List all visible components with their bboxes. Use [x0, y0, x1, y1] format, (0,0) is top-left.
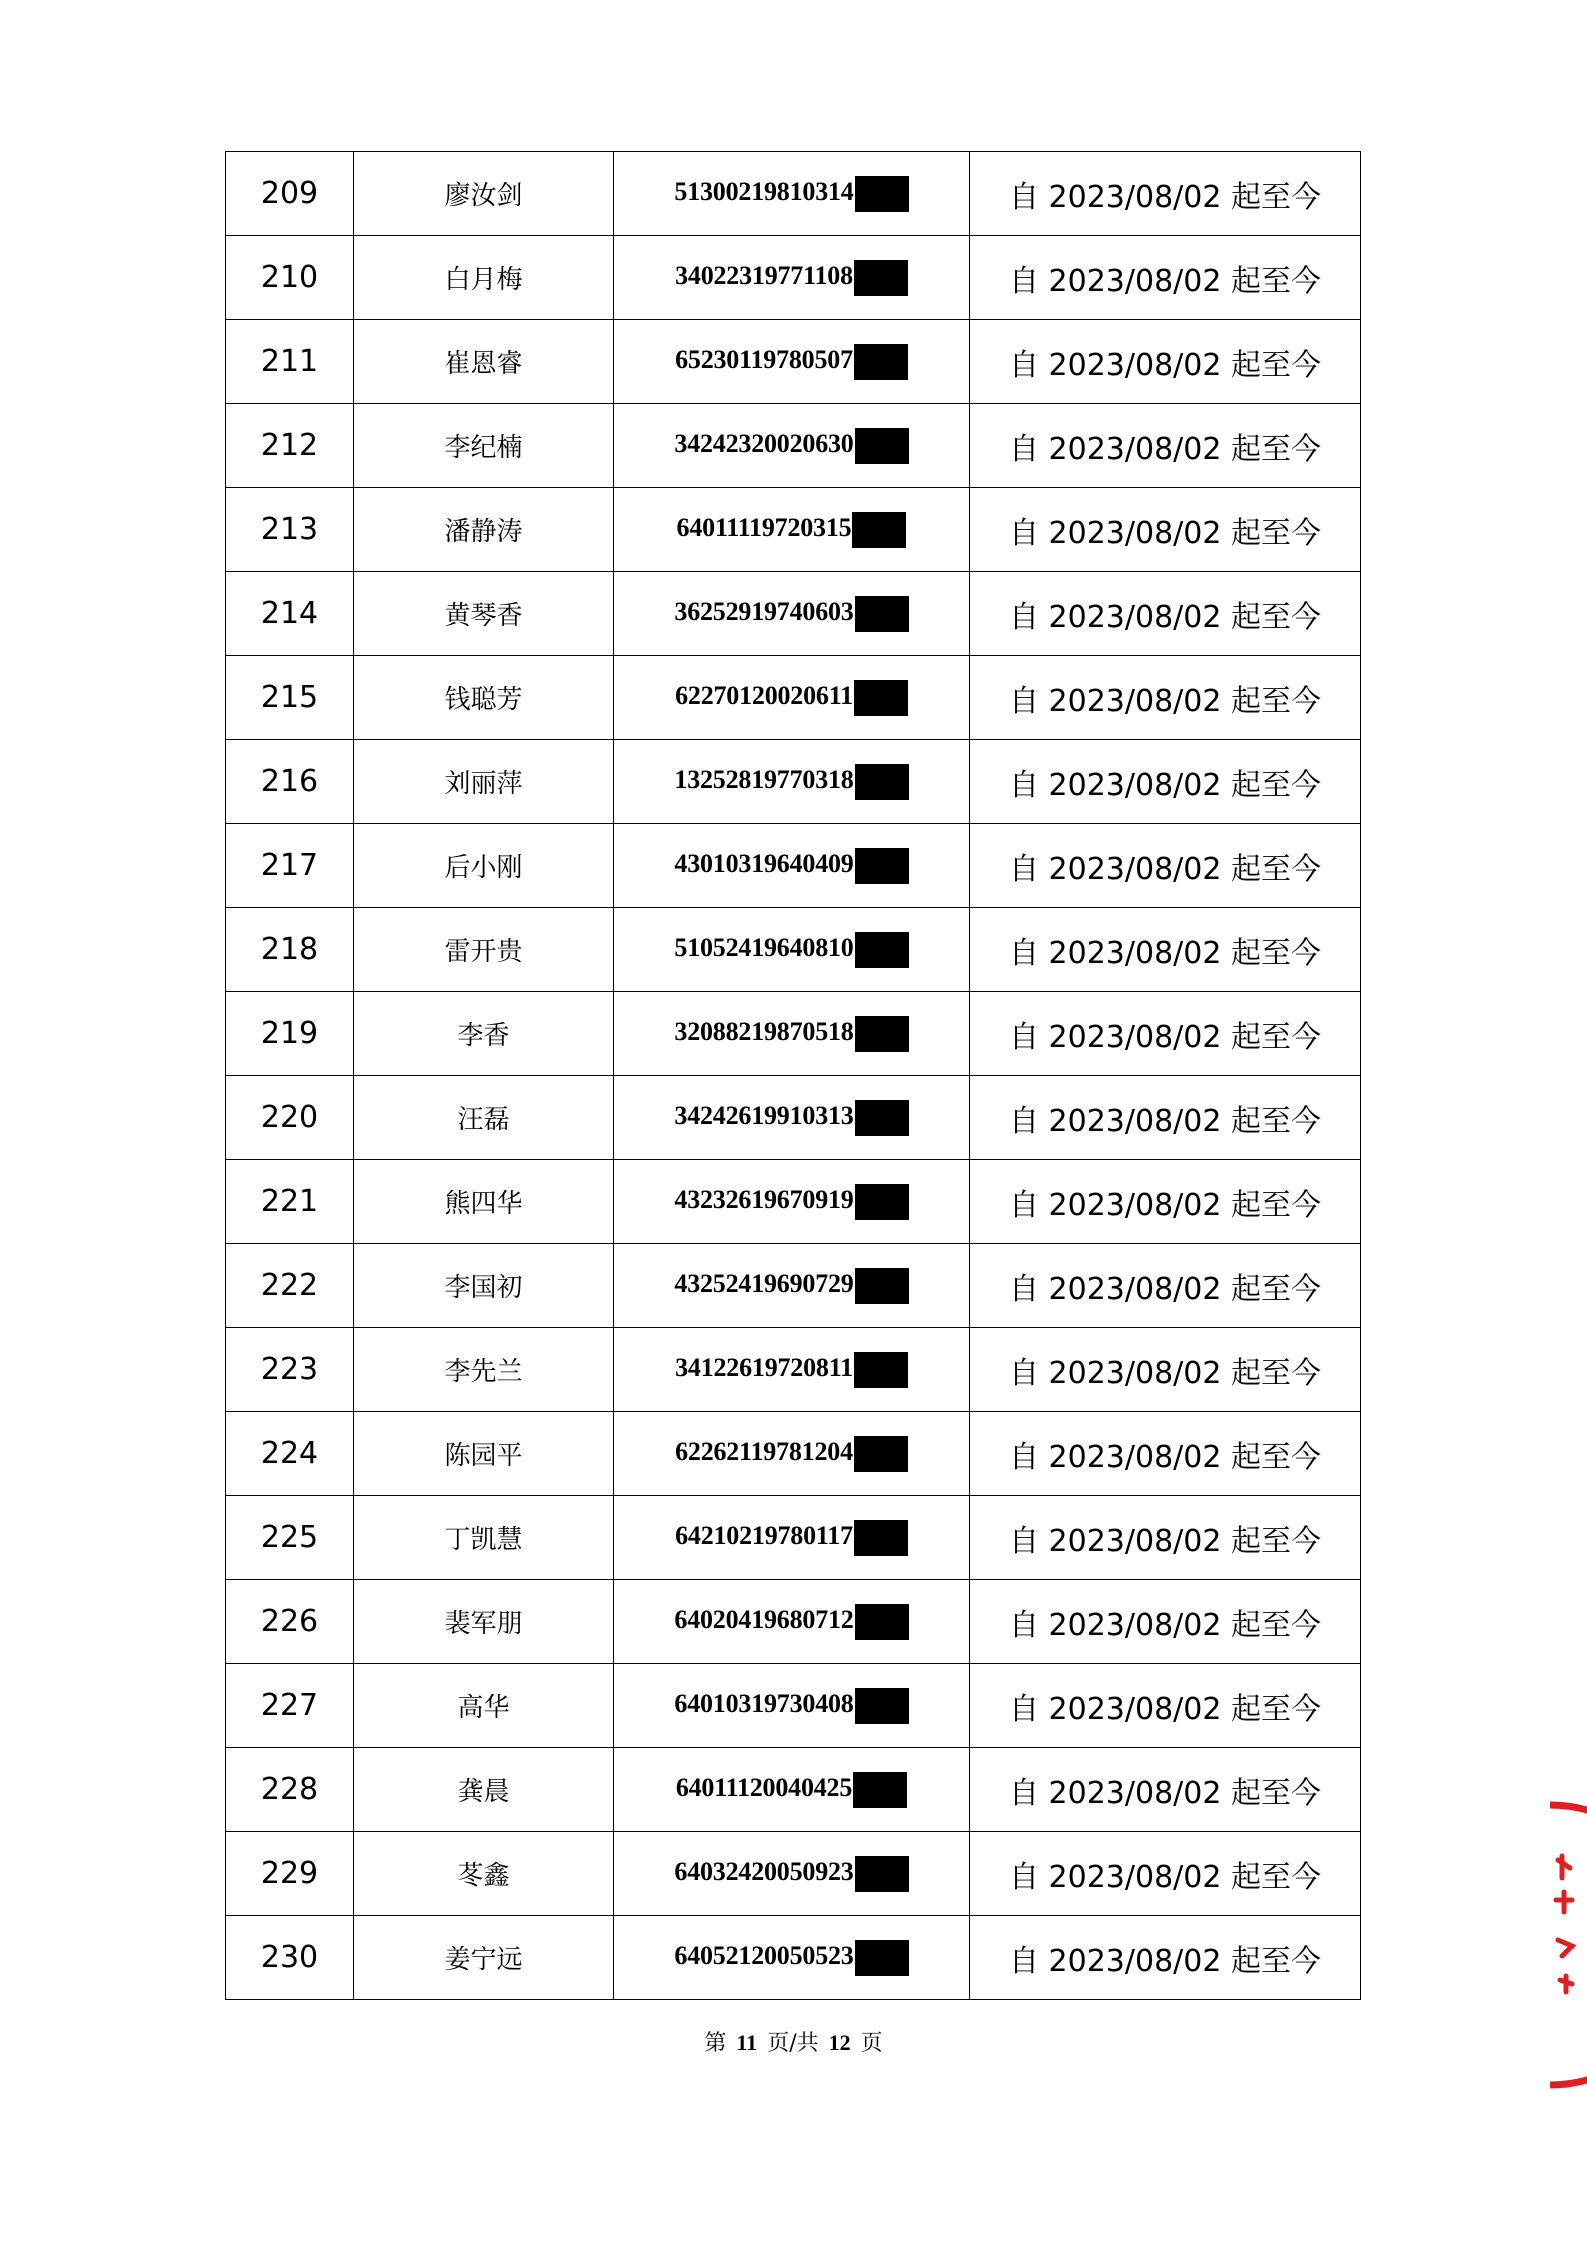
id-number-visible: 34242619910313 [674, 1100, 854, 1130]
table-row [226, 656, 1361, 740]
cell-id-number [614, 992, 970, 1076]
cell-number: 211 [226, 320, 354, 404]
cell-period: 自 2023/08/02 起至今 [970, 656, 1361, 740]
cell-id-number [614, 1496, 970, 1580]
cell-period: 自 2023/08/02 起至今 [970, 1412, 1361, 1496]
cell-period: 自 2023/08/02 起至今 [970, 1748, 1361, 1832]
table-row [226, 1496, 1361, 1580]
cell-period: 自 2023/08/02 起至今 [970, 1580, 1361, 1664]
cell-number: 222 [226, 1244, 354, 1328]
records-table-body [226, 152, 1361, 2000]
cell-name: 苳鑫 [354, 1832, 614, 1916]
table-row [226, 992, 1361, 1076]
cell-name: 李纪楠 [354, 404, 614, 488]
table-row [226, 236, 1361, 320]
table-row [226, 1412, 1361, 1496]
id-number-visible: 51052419640810 [674, 932, 854, 962]
cell-period: 自 2023/08/02 起至今 [970, 488, 1361, 572]
cell-number: 212 [226, 404, 354, 488]
cell-id-number [614, 152, 970, 236]
cell-number: 210 [226, 236, 354, 320]
id-number-visible: 64032420050923 [674, 1856, 854, 1886]
id-number-visible: 34122619720811 [675, 1352, 853, 1382]
cell-name: 裴军朋 [354, 1580, 614, 1664]
cell-name: 汪磊 [354, 1076, 614, 1160]
redaction-block [855, 176, 909, 212]
cell-id-number [614, 1580, 970, 1664]
id-number-visible: 65230119780507 [675, 344, 853, 374]
cell-number: 219 [226, 992, 354, 1076]
cell-number: 220 [226, 1076, 354, 1160]
cell-name: 白月梅 [354, 236, 614, 320]
id-number-visible: 43010319640409 [674, 848, 854, 878]
redaction-block [854, 1520, 908, 1556]
cell-name: 熊四华 [354, 1160, 614, 1244]
table-row [226, 1580, 1361, 1664]
table-row [226, 1076, 1361, 1160]
cell-id-number [614, 1664, 970, 1748]
redaction-block [854, 344, 908, 380]
cell-id-number [614, 1244, 970, 1328]
redaction-block [854, 260, 908, 296]
cell-number: 225 [226, 1496, 354, 1580]
page-footer [0, 2026, 1587, 2057]
id-number-visible: 64020419680712 [674, 1604, 854, 1634]
cell-number: 227 [226, 1664, 354, 1748]
redaction-block [855, 1100, 909, 1136]
cell-id-number [614, 320, 970, 404]
redaction-block [855, 764, 909, 800]
cell-period: 自 2023/08/02 起至今 [970, 824, 1361, 908]
cell-name: 高华 [354, 1664, 614, 1748]
cell-id-number [614, 1076, 970, 1160]
cell-number: 216 [226, 740, 354, 824]
redaction-block [855, 1940, 909, 1976]
cell-number: 209 [226, 152, 354, 236]
redaction-block [855, 596, 909, 632]
cell-id-number [614, 404, 970, 488]
cell-number: 215 [226, 656, 354, 740]
redaction-block [853, 1772, 907, 1808]
cell-period: 自 2023/08/02 起至今 [970, 1664, 1361, 1748]
cell-number: 223 [226, 1328, 354, 1412]
redaction-block [855, 1856, 909, 1892]
cell-period: 自 2023/08/02 起至今 [970, 1076, 1361, 1160]
redaction-block [854, 680, 908, 716]
cell-name: 姜宁远 [354, 1916, 614, 2000]
table-row [226, 1328, 1361, 1412]
table-row [226, 1160, 1361, 1244]
seal-marks [1556, 1856, 1572, 1992]
cell-number: 224 [226, 1412, 354, 1496]
redaction-block [854, 1436, 908, 1472]
footer-total-pages: 12 [828, 2030, 851, 2055]
table-row [226, 152, 1361, 236]
official-seal-fragment [1540, 1800, 1587, 2090]
cell-name: 丁凯慧 [354, 1496, 614, 1580]
table-row [226, 1664, 1361, 1748]
redaction-block [855, 428, 909, 464]
cell-name: 李先兰 [354, 1328, 614, 1412]
cell-period: 自 2023/08/02 起至今 [970, 404, 1361, 488]
cell-name: 李国初 [354, 1244, 614, 1328]
cell-period: 自 2023/08/02 起至今 [970, 1328, 1361, 1412]
id-number-visible: 62262119781204 [675, 1436, 853, 1466]
cell-id-number [614, 488, 970, 572]
cell-id-number [614, 740, 970, 824]
footer-suffix: 页 [860, 2031, 883, 2056]
redaction-block [855, 1184, 909, 1220]
id-number-visible: 62270120020611 [675, 680, 853, 710]
cell-period: 自 2023/08/02 起至今 [970, 1244, 1361, 1328]
footer-page-number: 11 [736, 2030, 758, 2055]
cell-name: 廖汝剑 [354, 152, 614, 236]
id-number-visible: 34022319771108 [675, 260, 853, 290]
records-table [225, 151, 1361, 2000]
cell-name: 刘丽萍 [354, 740, 614, 824]
table-row [226, 1748, 1361, 1832]
cell-name: 后小刚 [354, 824, 614, 908]
cell-id-number [614, 1412, 970, 1496]
cell-number: 218 [226, 908, 354, 992]
cell-id-number [614, 1832, 970, 1916]
cell-period: 自 2023/08/02 起至今 [970, 236, 1361, 320]
table-row [226, 1244, 1361, 1328]
cell-name: 崔恩睿 [354, 320, 614, 404]
cell-id-number [614, 1328, 970, 1412]
table-row [226, 1832, 1361, 1916]
cell-id-number [614, 824, 970, 908]
table-row [226, 488, 1361, 572]
cell-number: 213 [226, 488, 354, 572]
redaction-block [855, 932, 909, 968]
cell-period: 自 2023/08/02 起至今 [970, 1832, 1361, 1916]
table-row [226, 740, 1361, 824]
redaction-block [852, 512, 906, 548]
id-number-visible: 36252919740603 [674, 596, 854, 626]
footer-middle: 页/共 [767, 2031, 819, 2056]
cell-period: 自 2023/08/02 起至今 [970, 320, 1361, 404]
cell-period: 自 2023/08/02 起至今 [970, 1496, 1361, 1580]
id-number-visible: 43252419690729 [674, 1268, 854, 1298]
cell-name: 钱聪芳 [354, 656, 614, 740]
cell-id-number [614, 236, 970, 320]
id-number-visible: 64210219780117 [675, 1520, 853, 1550]
id-number-visible: 34242320020630 [674, 428, 854, 458]
id-number-visible: 32088219870518 [674, 1016, 854, 1046]
cell-period: 自 2023/08/02 起至今 [970, 992, 1361, 1076]
redaction-block [855, 1688, 909, 1724]
cell-period: 自 2023/08/02 起至今 [970, 908, 1361, 992]
cell-name: 雷开贵 [354, 908, 614, 992]
cell-number: 217 [226, 824, 354, 908]
id-number-visible: 51300219810314 [674, 176, 854, 206]
cell-number: 226 [226, 1580, 354, 1664]
cell-id-number [614, 656, 970, 740]
cell-period: 自 2023/08/02 起至今 [970, 152, 1361, 236]
cell-id-number [614, 1160, 970, 1244]
cell-id-number [614, 572, 970, 656]
cell-number: 228 [226, 1748, 354, 1832]
cell-period: 自 2023/08/02 起至今 [970, 740, 1361, 824]
table-row [226, 320, 1361, 404]
cell-number: 229 [226, 1832, 354, 1916]
redaction-block [854, 1352, 908, 1388]
redaction-block [855, 848, 909, 884]
cell-number: 230 [226, 1916, 354, 2000]
cell-period: 自 2023/08/02 起至今 [970, 1916, 1361, 2000]
redaction-block [855, 1016, 909, 1052]
id-number-visible: 43232619670919 [674, 1184, 854, 1214]
id-number-visible: 64011119720315 [676, 512, 852, 542]
footer-prefix: 第 [704, 2031, 727, 2056]
cell-period: 自 2023/08/02 起至今 [970, 1160, 1361, 1244]
cell-id-number [614, 908, 970, 992]
cell-name: 潘静涛 [354, 488, 614, 572]
table-row [226, 908, 1361, 992]
cell-name: 李香 [354, 992, 614, 1076]
cell-number: 214 [226, 572, 354, 656]
id-number-visible: 64052120050523 [674, 1940, 854, 1970]
table-row [226, 404, 1361, 488]
cell-name: 陈园平 [354, 1412, 614, 1496]
id-number-visible: 64010319730408 [674, 1688, 854, 1718]
table-row [226, 572, 1361, 656]
cell-period: 自 2023/08/02 起至今 [970, 572, 1361, 656]
table-row [226, 824, 1361, 908]
cell-name: 黄琴香 [354, 572, 614, 656]
cell-id-number [614, 1748, 970, 1832]
cell-id-number [614, 1916, 970, 2000]
table-row [226, 1916, 1361, 2000]
cell-number: 221 [226, 1160, 354, 1244]
id-number-visible: 13252819770318 [674, 764, 854, 794]
redaction-block [855, 1268, 909, 1304]
redaction-block [855, 1604, 909, 1640]
cell-name: 龚晨 [354, 1748, 614, 1832]
id-number-visible: 64011120040425 [675, 1772, 853, 1802]
